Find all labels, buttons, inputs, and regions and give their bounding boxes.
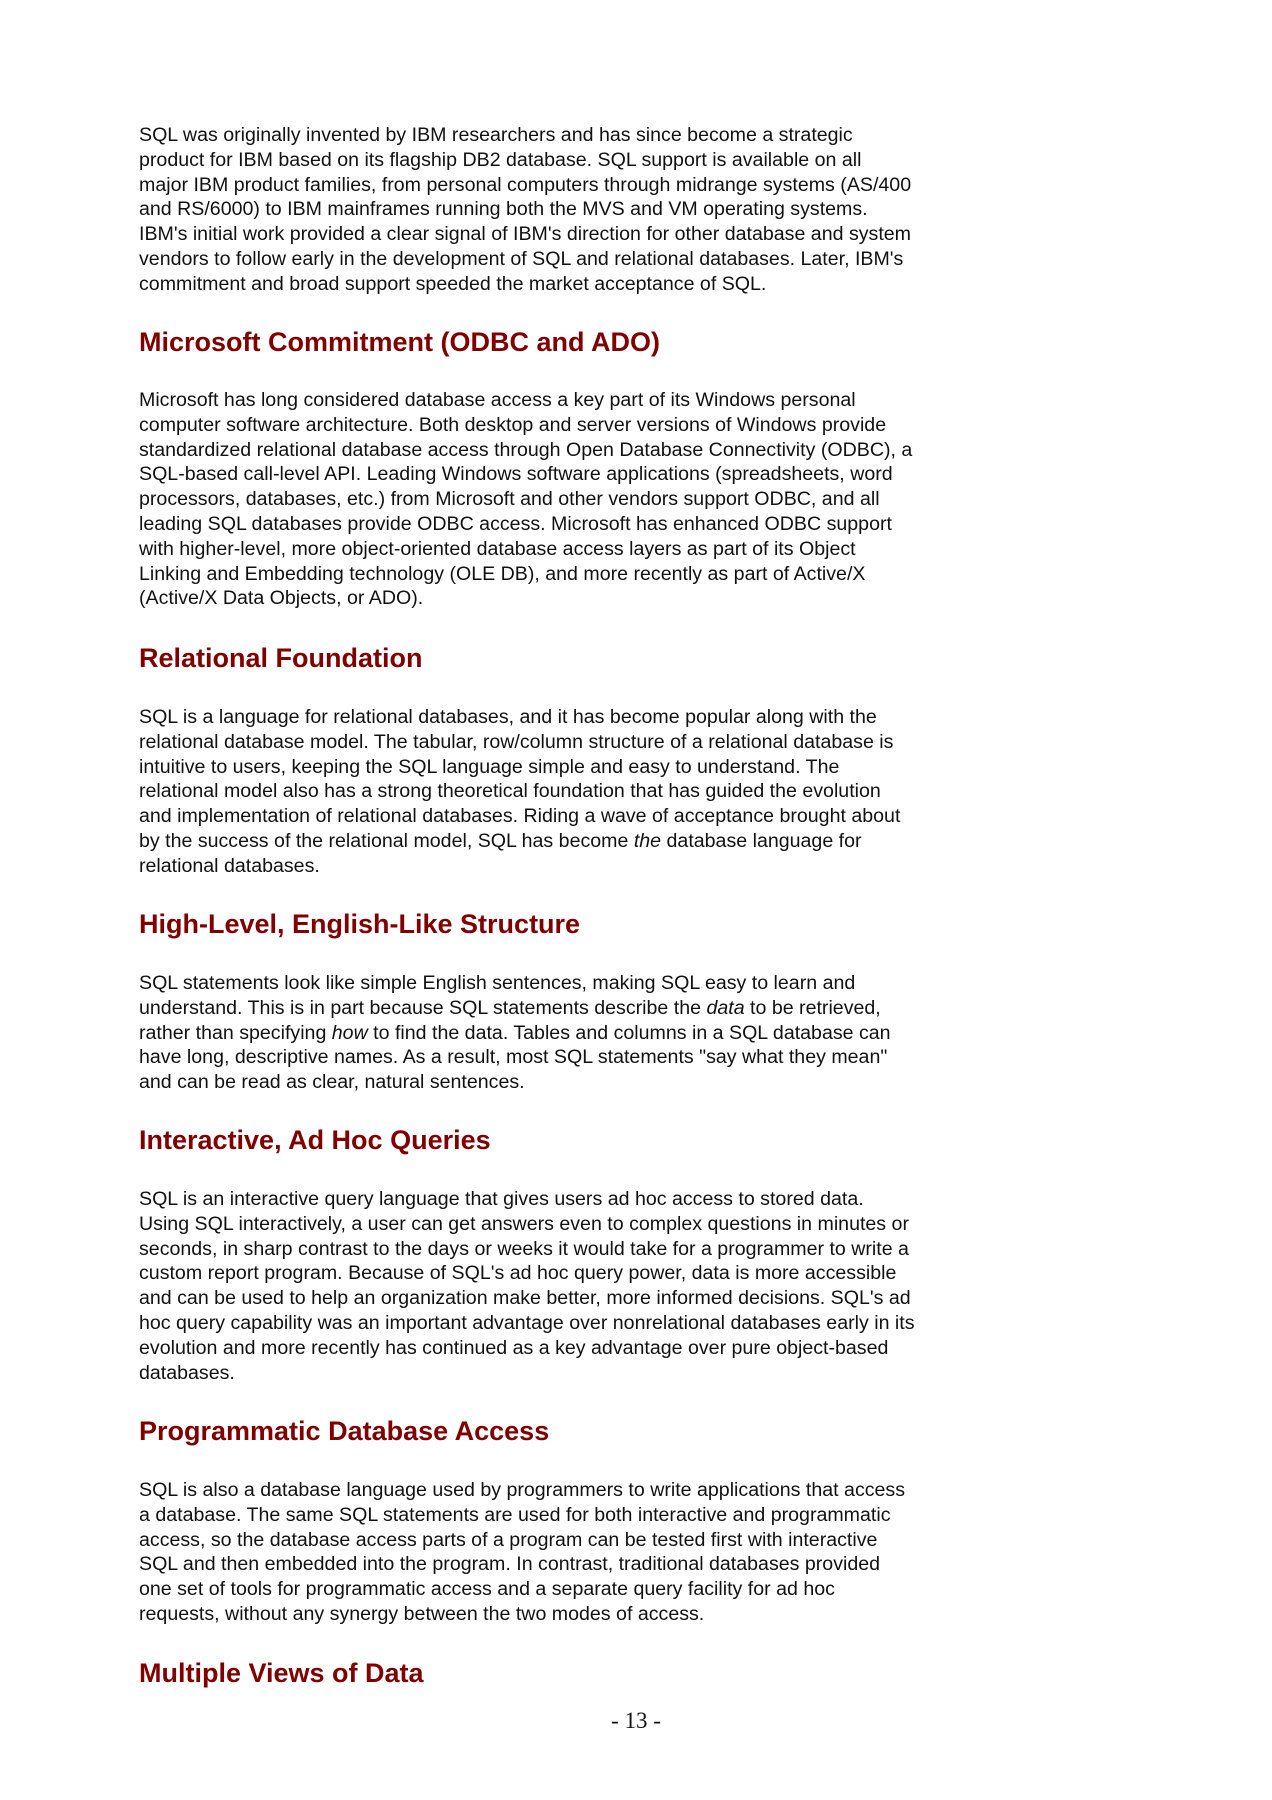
- section-heading: Microsoft Commitment (ODBC and ADO): [139, 327, 660, 357]
- text-segment: rather than specifying: [139, 1021, 332, 1044]
- text-line: evolution and more recently has continued as a key advantage over pure object-based: [139, 1336, 889, 1359]
- text-line: SQL and then embedded into the program. In contrast, traditional databases provided: [139, 1553, 881, 1576]
- text-line: Using SQL interactively, a user can get answers even to complex questions in minutes or: [139, 1212, 909, 1235]
- emphasis-text: how: [331, 1021, 368, 1044]
- text-line: relational databases.: [139, 854, 320, 877]
- emphasis-text: data: [706, 996, 745, 1019]
- text-segment: database language for: [661, 829, 862, 852]
- text-line: have long, descriptive names. As a result, most SQL statements "say what they mean": [139, 1046, 888, 1069]
- text-line: [139, 1021, 1019, 1046]
- text-line: SQL is an interactive query language that gives users ad hoc access to stored data.: [139, 1188, 864, 1210]
- body-paragraph: [139, 1478, 1019, 1627]
- text-line: major IBM product families, from personal computers through midrange systems (AS/400: [139, 173, 912, 196]
- text-line: hoc query capability was an important advantage over nonrelational databases early in its: [139, 1311, 915, 1334]
- emphasis-text: the: [633, 829, 662, 852]
- text-line: intuitive to users, keeping the SQL language simple and easy to understand. The: [139, 755, 840, 778]
- text-line: requests, without any synergy between the two modes of access.: [139, 1602, 705, 1625]
- section-heading: Multiple Views of Data: [139, 1658, 424, 1688]
- text-line: Linking and Embedding technology (OLE DB), and more recently as part of Active/X: [139, 562, 866, 585]
- section-heading: Programmatic Database Access: [139, 1416, 550, 1446]
- text-line: and implementation of relational databases. Riding a wave of acceptance brought about: [139, 805, 901, 828]
- text-line: SQL is a language for relational databases, and it has become popular along with the: [139, 706, 877, 728]
- text-line: custom report program. Because of SQL's ad hoc query power, data is more accessible: [139, 1262, 897, 1285]
- text-line: access, so the database access parts of a program can be tested first with interactive: [139, 1528, 878, 1551]
- text-segment: understand. This is in part because SQL statements describe the: [139, 996, 707, 1019]
- text-line: with higher-level, more object-oriented database access layers as part of its Object: [139, 537, 856, 560]
- text-line: one set of tools for programmatic access and a separate query facility for ad hoc: [139, 1578, 835, 1601]
- text-line: and can be read as clear, natural sentences.: [139, 1071, 525, 1094]
- text-line: product for IBM based on its flagship DB2 database. SQL support is available on all: [139, 148, 862, 171]
- body-paragraph: [139, 1187, 1019, 1385]
- text-segment: by the success of the relational model, SQL has become: [139, 829, 634, 852]
- text-line: and RS/6000) to IBM mainframes running both the MVS and VM operating systems.: [139, 198, 868, 221]
- text-line: Microsoft has long considered database access a key part of its Windows personal: [139, 389, 856, 411]
- body-paragraph: [139, 388, 1019, 611]
- body-paragraph: [139, 971, 1019, 1095]
- text-line: SQL-based call-level API. Leading Windows software applications (spreadsheets, word: [139, 463, 893, 486]
- text-line: IBM's initial work provided a clear signal of IBM's direction for other database and system: [139, 223, 911, 246]
- text-line: processors, databases, etc.) from Microsoft and other vendors support ODBC, and all: [139, 488, 880, 511]
- text-line: seconds, in sharp contrast to the days or weeks it would take for a programmer to write a: [139, 1237, 909, 1260]
- text-line: (Active/X Data Objects, or ADO).: [139, 587, 424, 610]
- text-line: databases.: [139, 1361, 235, 1384]
- text-line: relational database model. The tabular, row/column structure of a relational database is: [139, 730, 894, 753]
- text-line: SQL is also a database language used by programmers to write applications that access: [139, 1479, 906, 1501]
- text-line: commitment and broad support speeded the market acceptance of SQL.: [139, 272, 767, 295]
- text-line: relational model also has a strong theoretical foundation that has guided the evolution: [139, 780, 881, 803]
- text-line: standardized relational database access through Open Database Connectivity (ODBC), a: [139, 438, 913, 461]
- text-line: a database. The same SQL statements are used for both interactive and programmatic: [139, 1503, 891, 1526]
- text-line: [139, 996, 1019, 1021]
- text-line: leading SQL databases provide ODBC access. Microsoft has enhanced ODBC support: [139, 512, 892, 535]
- section-heading: Interactive, Ad Hoc Queries: [139, 1125, 491, 1155]
- text-line: computer software architecture. Both desktop and server versions of Windows provide: [139, 413, 887, 436]
- body-paragraph: [139, 705, 1019, 879]
- section-heading: High-Level, English-Like Structure: [139, 909, 581, 939]
- section-heading: Relational Foundation: [139, 643, 423, 673]
- text-line: SQL was originally invented by IBM researchers and has since become a strategic: [139, 124, 853, 146]
- text-line: and can be used to help an organization make better, more informed decisions. SQL's ad: [139, 1287, 911, 1310]
- page-number: - 13 -: [611, 1708, 661, 1733]
- text-line: vendors to follow early in the development of SQL and relational databases. Later, IBM's: [139, 247, 904, 270]
- text-line: SQL statements look like simple English sentences, making SQL easy to learn and: [139, 972, 856, 994]
- text-line: [139, 829, 1019, 854]
- text-segment: to be retrieved,: [744, 996, 881, 1019]
- text-segment: to find the data. Tables and columns in a SQL database can: [367, 1021, 891, 1044]
- body-paragraph: [139, 123, 1019, 297]
